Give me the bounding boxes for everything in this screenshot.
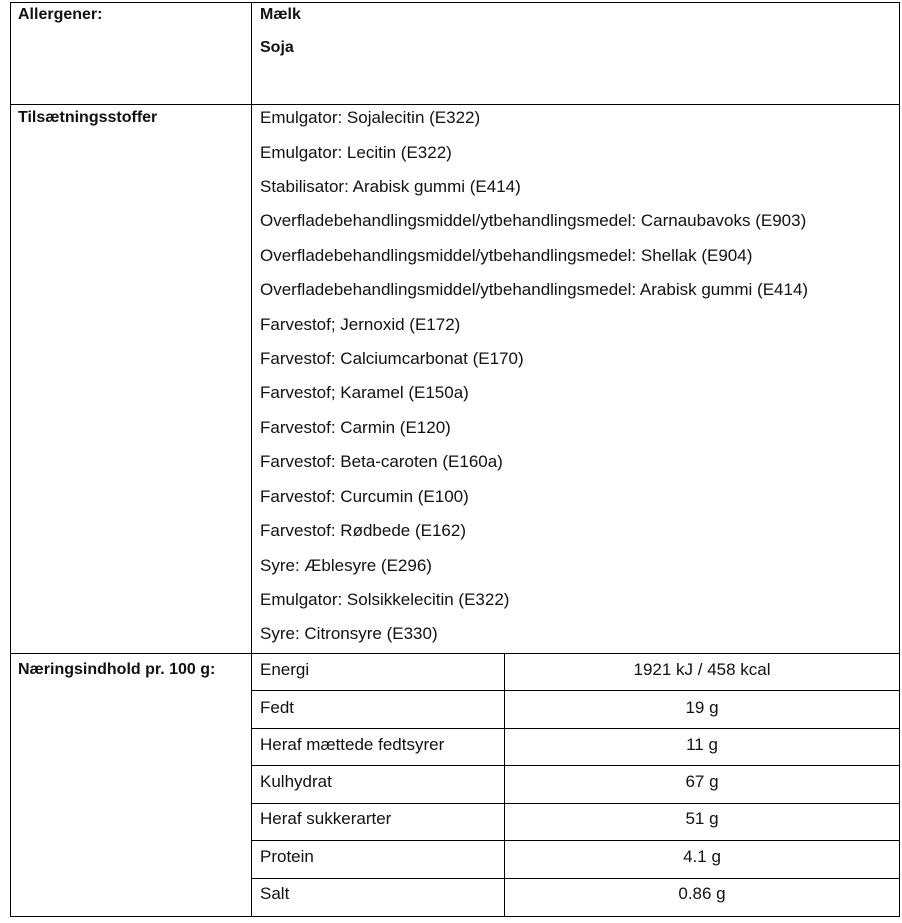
additive-item: Emulgator: Sojalecitin (E322) [260,108,481,127]
additive-item: Farvestof: Rødbede (E162) [260,521,466,540]
nutrition-row-divider [251,690,899,691]
column-divider [251,2,252,917]
additive-item: Farvestof: Curcumin (E100) [260,487,469,506]
additive-item: Farvestof: Beta-caroten (E160a) [260,452,503,471]
nutrition-value: 4.1 g [683,847,721,866]
nutrition-row-divider [251,765,899,766]
additive-item: Stabilisator: Arabisk gummi (E414) [260,177,521,196]
additive-item: Farvestof; Jernoxid (E172) [260,315,461,334]
additive-item: Emulgator: Lecitin (E322) [260,143,452,162]
additive-item: Overfladebehandlingsmiddel/ytbehandlingsmedel: Carnaubavoks (E903) [260,211,807,230]
additive-item: Overfladebehandlingsmiddel/ytbehandlingsmedel: Arabisk gummi (E414) [260,280,809,299]
nutrition-name: Energi [260,660,310,679]
allergen-item: Mælk [260,6,301,23]
additive-item: Emulgator: Solsikkelecitin (E322) [260,590,510,609]
additive-item: Overfladebehandlingsmiddel/ytbehandlingsmedel: Shellak (E904) [260,246,753,265]
table-border-bottom [10,916,900,917]
table-border-right [899,2,900,917]
row-divider [10,104,900,105]
nutrition-label: Næringsindhold pr. 100 g: [18,661,216,678]
allergen-item: Soja [260,39,294,56]
nutrition-value: 11 g [686,735,718,754]
nutrition-name: Fedt [260,698,295,717]
nutrition-value: 1921 kJ / 458 kcal [633,660,771,679]
additive-item: Syre: Æblesyre (E296) [260,556,432,575]
table-border-top [10,2,900,3]
additives-label: Tilsætningsstoffer [18,109,158,126]
nutrition-row-divider [251,803,899,804]
additive-item: Farvestof; Karamel (E150a) [260,383,469,402]
nutrition-value: 51 g [685,809,719,828]
row-divider [10,653,900,654]
additive-item: Syre: Citronsyre (E330) [260,624,438,643]
nutrition-value: 0.86 g [678,884,726,903]
nutrition-name: Kulhydrat [260,772,332,791]
nutrition-row-divider [251,878,899,879]
nutrition-row-divider [251,728,899,729]
nutrition-value: 67 g [685,772,719,791]
additive-item: Farvestof: Carmin (E120) [260,418,451,437]
allergens-label: Allergener: [18,6,103,23]
nutrition-value: 19 g [685,698,719,717]
nutrition-name: Heraf sukkerarter [260,809,392,828]
table-border-left [10,2,11,917]
nutrition-name: Salt [260,884,290,903]
nutrition-name: Protein [260,847,314,866]
nutrition-row-divider [251,840,899,841]
nutrition-name: Heraf mættede fedtsyrer [260,735,445,754]
additive-item: Farvestof: Calciumcarbonat (E170) [260,349,524,368]
